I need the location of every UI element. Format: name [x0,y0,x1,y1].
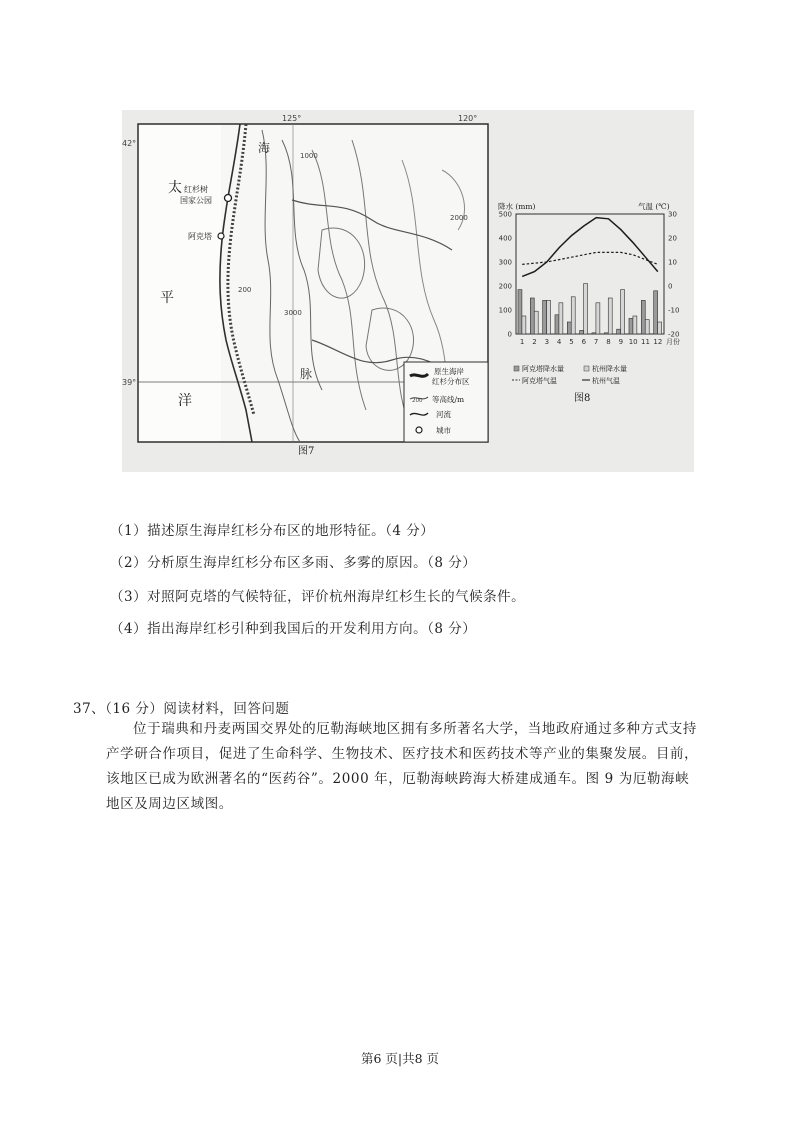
legend-river: 河流 [436,410,451,419]
line-arcata-temp [522,252,658,264]
bar-arcata-precip [518,290,522,334]
section-37-paragraph: 位于瑞典和丹麦两国交界处的厄勒海峡地区拥有多所著名大学，当地政府通过多种方式支持产学研合作项目，促进了生命科学、生物技术、医疗技术和医药技术等产业的集聚发展。目前，该地区已成为欧洲著名的“医药谷”。2000 年，厄勒海峡跨海大桥建成通车。图 9 为厄勒海峡地区及周边区域图。 [106,721,699,812]
y-left-tick-label: 200 [498,282,512,291]
lon-label-2: 120° [458,114,478,123]
legend-redwood-2: 红杉分布区 [432,377,470,386]
climate-chart-figure-8 [498,201,680,404]
bar-hangzhou-precip [633,316,637,334]
x-tick-label: 10 [628,338,638,346]
bar-arcata-precip [567,322,571,334]
question-4: （4）指出海岸红杉引种到我国后的开发利用方向。（8 分） [110,621,477,637]
bar-arcata-precip [580,330,584,334]
city-label-redwood-park-1: 红杉树 [184,185,208,194]
bar-hangzhou-precip [559,303,563,334]
city-label-arcata: 阿克塔 [188,232,212,241]
page-footer: 第6 页|共8 页 [360,1051,440,1066]
figure-scan [122,110,694,472]
x-tick-label: 12 [653,338,663,346]
x-tick-label: 9 [618,338,624,346]
legend-redwood-symbol [410,374,428,376]
bar-arcata-precip [617,329,621,334]
bar-arcata-precip [543,300,547,334]
chart-legend [512,364,627,385]
bar-hangzhou-precip [621,290,625,334]
chart-plot-area [499,211,680,347]
x-tick-label: 8 [606,338,611,346]
y-left-tick-label: 400 [498,234,512,243]
city-marker-arcata [218,233,224,239]
city-marker-redwood-park [225,195,232,202]
figure7-caption: 图7 [298,446,315,457]
bar-arcata-precip [604,333,608,334]
x-tick-label: 6 [581,338,587,346]
y-right-tick-label: 30 [668,210,677,219]
figure-svg [122,110,694,472]
bar-hangzhou-precip [596,303,600,334]
y-right-tick-label: 0 [668,282,673,291]
bar-hangzhou-precip [522,316,526,334]
x-axis-label: 月份 [666,338,680,346]
x-tick-label: 2 [532,338,537,346]
question-3: （3）对照阿克塔的气候特征，评价杭州海岸红杉生长的气候条件。 [110,589,526,605]
legend-hangzhou-precip-swatch [584,366,589,371]
y-left-tick-label: 100 [498,306,512,315]
bar-arcata-precip [654,291,658,334]
section-37-heading: 37、（16 分）阅读材料，回答问题 [73,701,290,717]
bar-arcata-precip [641,300,645,334]
y-right-tick-label: 10 [668,258,677,267]
question-2: （2）分析原生海岸红杉分布区多雨、多雾的原因。（8 分） [110,555,477,571]
legend-contour-value: 200 [412,398,423,404]
x-tick-label: 1 [519,338,525,346]
legend-arcata-temp: 阿克塔气温 [522,377,557,385]
lon-label-1: 125° [282,114,302,123]
contour-label-3000: 3000 [284,309,302,317]
x-tick-label: 7 [593,338,599,346]
bar-hangzhou-precip [547,300,551,334]
y-left-tick-label: 0 [507,330,512,339]
y-right-tick-label: -20 [668,330,680,339]
y-left-tick-label: 300 [498,258,512,267]
bar-hangzhou-precip [534,311,538,334]
lat-label-top: 42° [122,139,137,148]
legend-city: 城市 [436,426,451,435]
legend-redwood-1: 原生海岸 [434,367,464,376]
legend-arcata-precip-swatch [514,366,519,371]
legend-hangzhou-precip: 杭州降水量 [592,365,627,373]
ocean-char-3: 洋 [178,393,192,409]
bar-arcata-precip [555,315,559,334]
y-right-tick-label: -10 [668,306,680,315]
legend-contour: 等高线/m [432,395,465,404]
legend-hangzhou-temp: 杭州气温 [592,377,620,385]
bar-arcata-precip [629,318,633,334]
mid-char: 脉 [300,367,313,381]
x-tick-label: 4 [556,338,562,346]
map-figure-7 [122,114,488,457]
top-char: 海 [258,141,271,155]
chart-title: 图8 [574,393,591,404]
ocean-char-1: 太 [168,180,182,196]
legend-city-symbol [416,427,422,433]
bar-hangzhou-precip [608,298,612,334]
y-left-tick-label: 500 [498,210,512,219]
lat-label-bottom: 39° [122,378,137,387]
bar-hangzhou-precip [584,284,588,334]
contour-label-200: 200 [238,286,252,294]
chart-ylabel-right: 气温 (℃) [638,202,670,211]
map-legend [404,362,488,442]
x-tick-label: 3 [544,338,550,346]
x-tick-label: 5 [569,338,574,346]
city-label-redwood-park-2: 国家公园 [180,196,212,205]
x-tick-label: 11 [641,338,650,346]
bar-arcata-precip [592,333,596,334]
bar-hangzhou-precip [645,320,649,334]
chart-ylabel-left: 降水 (mm) [498,202,536,211]
bar-hangzhou-precip [658,322,662,334]
ocean-char-2: 平 [160,290,174,306]
y-right-tick-label: 20 [668,234,677,243]
legend-arcata-precip: 阿克塔降水量 [522,365,564,373]
contour-label-1000: 1000 [300,152,318,160]
contour-label-2000: 2000 [450,214,468,222]
question-1: （1）描述原生海岸红杉分布区的地形特征。（4 分） [110,523,435,539]
bar-arcata-precip [530,298,534,334]
bar-hangzhou-precip [571,297,575,334]
line-hangzhou-temp [522,218,658,277]
